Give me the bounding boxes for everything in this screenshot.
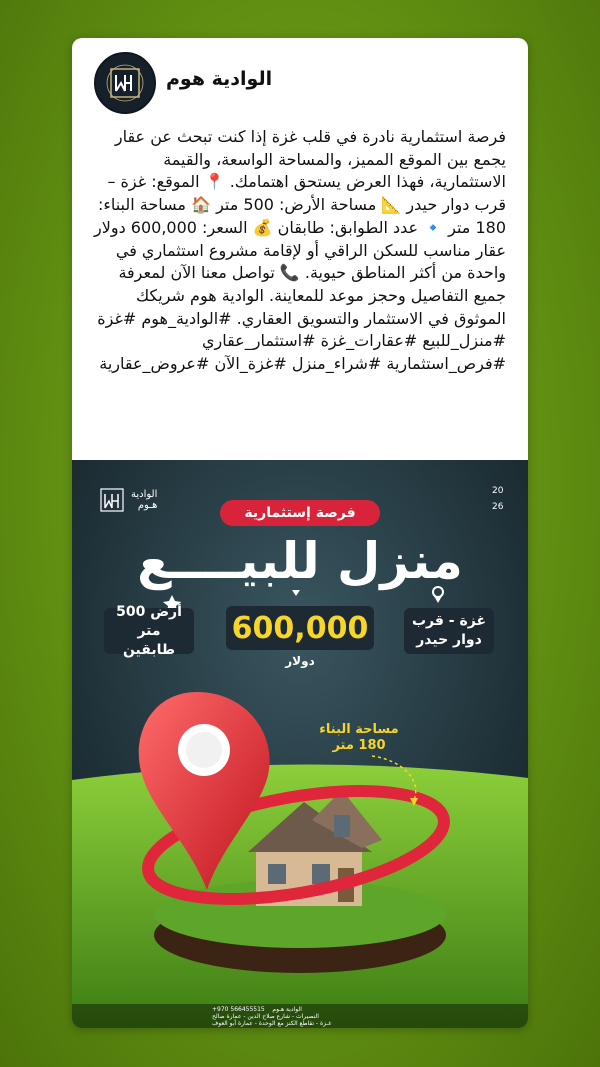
investment-badge: فرصة إستثمارية xyxy=(220,500,380,526)
land-info-line1: أرض 500 متر xyxy=(116,603,182,639)
poster-headline: منزل للبيــــع xyxy=(137,532,463,590)
post-card xyxy=(72,38,528,1028)
currency-label: دولار xyxy=(285,654,315,668)
poster-logo-line2: هـوم xyxy=(137,500,158,511)
post-body-text: فرصة استثمارية نادرة في قلب غزة إذا كنت تبحث عن عقار يجمع بين الموقع المميز، والمساحة الواسعة، والقيمة الاستثمارية، فهذا العرض يستحق اهتمامك. 📍 الموقع: غزة – قرب دوار حيدر 📐 مساحة الأرض: 500 متر 🏠 مساحة البناء: 180 متر 🔹 عدد الطوابق: طابقان 💰 السعر: 600,000 دولار عقار مناسب للسكن الراقي أو لإقامة مشروع استثماري في واحدة من أكثر المناطق حيوية. 📞 تواصل معنا الآن لمعرفة جميع التفاصيل وحجز موعد للمعاينة. الوادية هوم شريكك الموثوق في الاستثمار والتسويق العقاري. #الوادية_هوم #غزة #منزل_للبيع #عقارات_غزة #استثمار_عقاري #فرص_استثمارية #شراء_منزل #غزة_الآن #عروض_عقارية xyxy=(88,127,506,374)
poster-logo-line1: الوادية xyxy=(131,489,158,500)
footer-phone: +970 566455515 xyxy=(212,1006,265,1013)
poster-logo xyxy=(98,486,157,514)
page-name[interactable]: الوادية هوم xyxy=(166,68,273,90)
land-info-line2: طابقين xyxy=(122,641,176,658)
post-header xyxy=(72,38,528,128)
location-info-box xyxy=(404,608,494,654)
build-area-label xyxy=(304,722,414,754)
location-info-line2: دوار حيدر xyxy=(416,632,482,648)
location-info-line1: غزة - قرب xyxy=(411,613,487,629)
post-image[interactable] xyxy=(72,460,528,1028)
page-avatar[interactable] xyxy=(94,52,156,114)
brand-logo-icon xyxy=(105,63,145,103)
price-box: 600,000 xyxy=(226,606,374,650)
build-area-line1: مساحة البناء xyxy=(319,722,399,737)
year-bottom: 26 xyxy=(492,502,504,512)
poster-footer xyxy=(72,1004,528,1028)
footer-brand: الوادية هـوم xyxy=(272,1006,302,1013)
build-area-line2: 180 متر xyxy=(332,738,386,753)
brand-logo-small-icon xyxy=(98,486,126,514)
land-info-box xyxy=(104,603,194,658)
footer-address-1: النصيرات - شارع صلاح الدين - عمارة صالح xyxy=(212,1013,319,1020)
year-top: 20 xyxy=(492,486,504,496)
footer-address-2: غـزة - تقاطع الكنز مع الوحدة - عمارة أبو العوف xyxy=(212,1020,332,1027)
